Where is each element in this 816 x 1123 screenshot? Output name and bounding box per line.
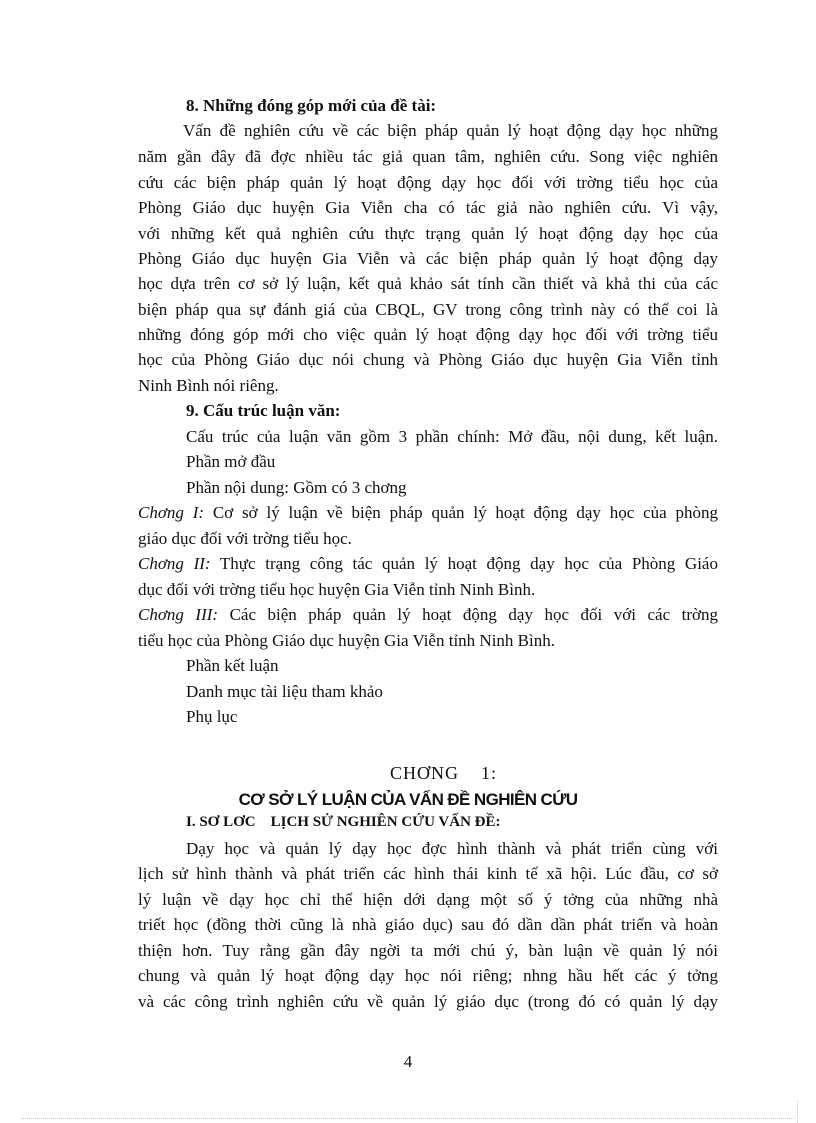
appendix: Phụ lục: [186, 707, 238, 726]
chapter-entry-2: [138, 554, 718, 574]
chapter-title: CƠ SỞ LÝ LUẬN CỦA VẤN ĐỀ NGHIÊN CỨU: [238, 790, 578, 809]
section-8-heading: 8. Những đóng góp mới của đề tài:: [186, 96, 437, 115]
references: Danh mục tài liệu tham khảo: [186, 682, 383, 701]
chapter-entry-3: [138, 605, 718, 625]
section-9-heading: 9. Cấu trúc luận văn:: [186, 401, 341, 420]
chapter-entry-2-label: Chơng II:: [138, 554, 211, 573]
chapter-entry-3-cont: tiểu học của Phòng Giáo dục huyện Gia Viễn tỉnh Ninh Bình.: [138, 631, 555, 650]
part-open: Phần mở đầu: [186, 452, 276, 471]
chapter-entry-2-cont: dục đối với trờng tiểu học huyện Gia Viễn tỉnh Ninh Bình.: [138, 580, 536, 599]
chapter-entry-1: [138, 503, 718, 523]
chapter-1-line-2: lịch sử hình thành và phát triển các hình thái kinh tế xã hội. Lúc đầu, cơ sở: [138, 864, 718, 883]
chapter-1-line-3: lý luận về dạy học chỉ thể hiện dới dạng một số ý tởng của những nhà: [138, 890, 718, 909]
section-8-line-9: những đóng góp mới cho việc quản lý hoạt động dạy học đối với trờng tiểu: [138, 325, 718, 344]
section-8-line-6: Phòng Giáo dục huyện Gia Viễn và các biện pháp quản lý hoạt động dạy: [138, 249, 718, 268]
chapter-1-line-7: và các công trình nghiên cứu về quản lý giáo dục (trong đó có quản lý dạy: [138, 992, 718, 1011]
section-9-intro: Cấu trúc của luận văn gồm 3 phần chính: Mở đầu, nội dung, kết luận.: [186, 427, 718, 446]
section-8-line-1: Vấn đề nghiên cứu về các biện pháp quản lý hoạt động dạy học những: [183, 121, 718, 140]
section-8-line-3: cứu các biện pháp quản lý hoạt động dạy học đối với trờng tiểu học của: [138, 173, 718, 192]
section-8-line-11: Ninh Bình nói riêng.: [138, 376, 279, 395]
chapter-1-line-4: triết học (đồng thời cũng là nhà giáo dục) sau đó dần dần phát triển và hoàn: [138, 915, 718, 934]
page-border-dotted: [22, 1118, 794, 1119]
chapter-1-line-1: Dạy học và quản lý dạy học đợc hình thành và phát triển cùng với: [186, 839, 718, 858]
chapter-entry-3-text: Các biện pháp quản lý hoạt động dạy học đối với các trờng: [218, 605, 718, 624]
section-8-line-8: biện pháp qua sự đánh giá của CBQL, GV trong công trình này có thể coi là: [138, 300, 718, 319]
section-8-line-10: học của Phòng Giáo dục nói chung và Phòng Giáo dục huyện Gia Viễn tỉnh: [138, 350, 718, 369]
page-border-side: [797, 1100, 798, 1123]
chapter-number: CHƠNG 1:: [390, 763, 498, 783]
section-8-line-4: Phòng Giáo dục huyện Gia Viễn cha có tác giả nào nghiên cứu. Vì vậy,: [138, 198, 718, 217]
section-8-line-5: với những kết quả nghiên cứu thực trạng quản lý hoạt động dạy học của: [138, 224, 718, 243]
chapter-1-line-6: chung và quản lý hoạt động dạy học nói riêng; nhng hầu hết các ý tởng: [138, 966, 718, 985]
section-i-heading: I. SƠ LƠC LỊCH SỬ NGHIÊN CỨU VẤN ĐỀ:: [186, 814, 501, 830]
part-conclusion: Phần kết luận: [186, 656, 279, 675]
chapter-entry-1-text: Cơ sở lý luận về biện pháp quản lý hoạt động dạy học của phòng: [204, 503, 718, 522]
chapter-entry-1-label: Chơng I:: [138, 503, 205, 522]
part-content: Phần nội dung: Gồm có 3 chơng: [186, 478, 407, 497]
chapter-entry-3-label: Chơng III:: [138, 605, 219, 624]
chapter-entry-2-text: Thực trạng công tác quản lý hoạt động dạy học của Phòng Giáo: [210, 554, 718, 573]
chapter-1-line-5: thiện hơn. Tuy rằng gần đây ngời ta mới chú ý, bàn luận về quản lý nói: [138, 941, 718, 960]
page-number: 4: [403, 1052, 413, 1071]
section-8-line-7: học dựa trên cơ sở lý luận, kết quả khảo sát tính cần thiết và khả thi của các: [138, 274, 718, 293]
chapter-entry-1-cont: giáo dục đối với trờng tiểu học.: [138, 529, 352, 548]
section-8-line-2: năm gần đây đã đợc nhiều tác giả quan tâm, nghiên cứu. Song việc nghiên: [138, 147, 718, 166]
